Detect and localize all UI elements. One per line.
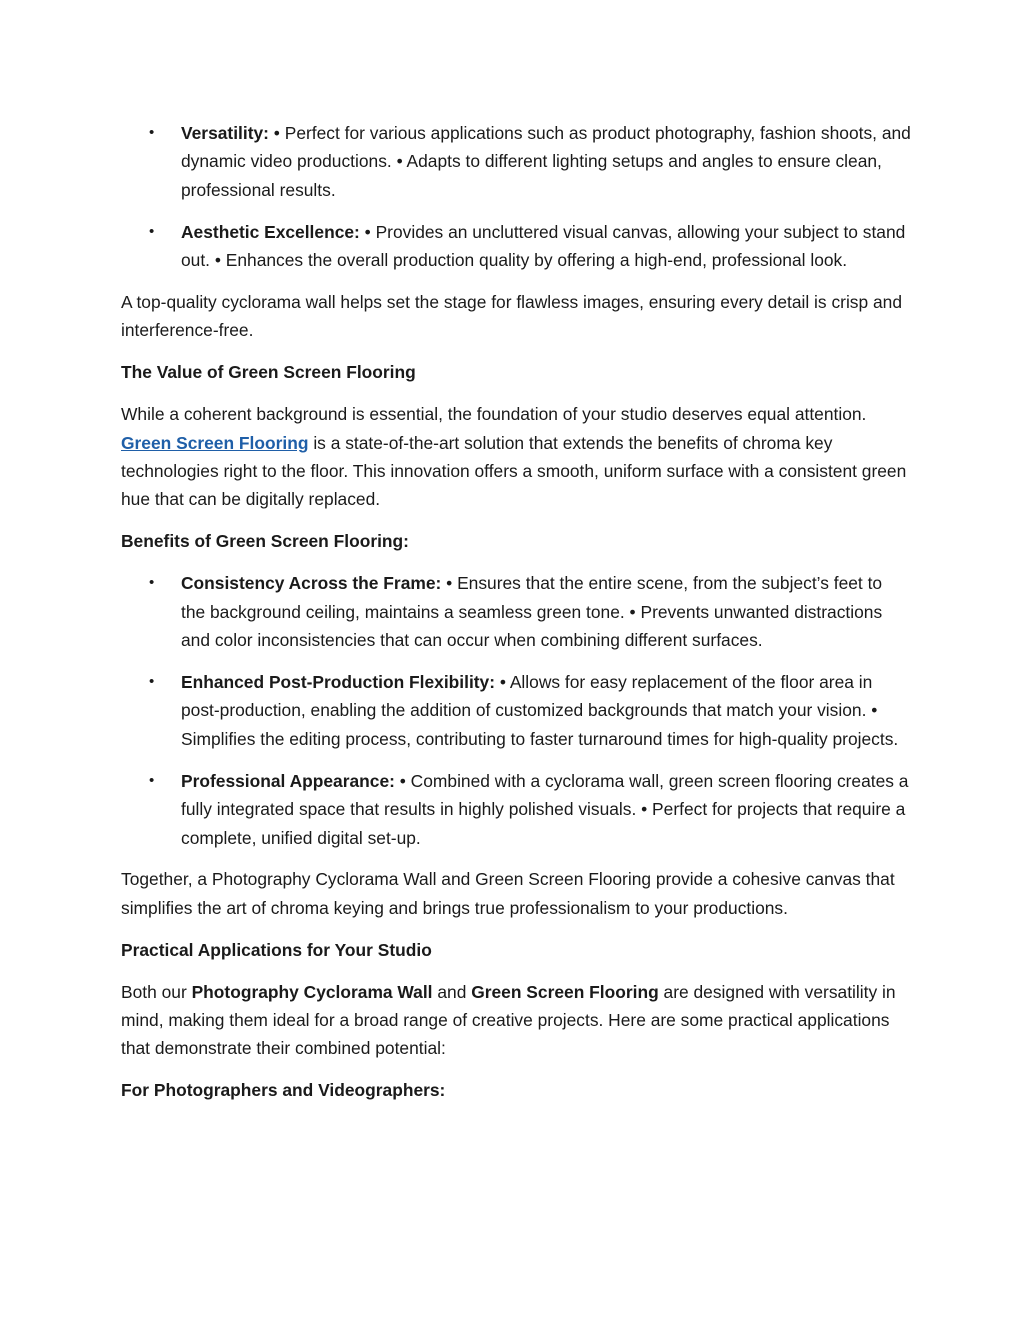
paragraph-cyclorama: A top-quality cyclorama wall helps set the stage for flawless images, ensuring every detail is crisp and interference-free. <box>121 292 903 341</box>
bullet-icon: • <box>149 574 155 592</box>
bullet-icon: • <box>149 673 155 690</box>
bullet-icon: • <box>149 124 155 141</box>
paragraph-text: are designed with versatility in mind, making them ideal for a broad range of creative projects. Here are some practical applications that demonstrate their combined potential: <box>121 981 896 1059</box>
bold-term-flooring: Green Screen Flooring <box>471 981 659 1002</box>
paragraph-text: and <box>432 981 472 1002</box>
paragraph-text: Both our <box>121 981 192 1002</box>
list-item <box>121 569 911 654</box>
page-content <box>121 119 911 1118</box>
features-list <box>121 119 911 275</box>
paragraph-both <box>121 978 911 1063</box>
bullet-title: Consistency Across the Frame: <box>181 573 442 594</box>
bullet-title: Professional Appearance: <box>181 770 395 791</box>
heading-benefits: Benefits of Green Screen Flooring: <box>121 531 409 552</box>
benefits-list <box>121 569 911 852</box>
bullet-text: • Allows for easy replacement of the floor area in post-production, enabling the addition of customized backgrounds that match your vision. • Simplifies the editing process, contributing to faster turnaround times for high-quality projects. <box>181 672 899 749</box>
heading-practical: Practical Applications for Your Studio <box>121 939 432 960</box>
bullet-text: • Ensures that the entire scene, from the subject’s feet to the background ceiling, maintains a seamless green tone. • Prevents unwanted distractions and color inconsistencies that can occur when combining different surfaces. <box>181 573 883 651</box>
list-item <box>121 119 911 204</box>
paragraph-text: is a state-of-the-art solution that extends the benefits of chroma key technologies right to the floor. This innovation offers a smooth, uniform surface with a consistent green hue that can be digitally replaced. <box>121 432 907 510</box>
heading-value: The Value of Green Screen Flooring <box>121 362 416 383</box>
bullet-icon: • <box>149 222 155 240</box>
bullet-title: Aesthetic Excellence: <box>181 221 360 242</box>
paragraph-value <box>121 400 911 514</box>
bullet-icon: • <box>149 771 155 789</box>
bullet-title: Enhanced Post-Production Flexibility: <box>181 672 496 692</box>
list-item <box>121 767 911 852</box>
bullet-text: • Perfect for various applications such as product photography, fashion shoots, and dynamic video productions. • Adapts to different lighting setups and angles to ensure clean, professional results. <box>181 123 911 200</box>
list-item <box>121 668 911 753</box>
bullet-text: • Combined with a cyclorama wall, green screen flooring creates a fully integrated space that results in highly polished visuals. • Perfect for projects that require a complete, unified digital set-up. <box>181 770 909 848</box>
bold-term-cyclorama: Photography Cyclorama Wall <box>191 981 433 1002</box>
bullet-text: • Provides an uncluttered visual canvas, allowing your subject to stand out. • Enhances the overall production quality by offering a high-end, professional look. <box>181 221 906 271</box>
paragraph-together: Together, a Photography Cyclorama Wall and Green Screen Flooring provide a cohesive canvas that simplifies the art of chroma keying and brings true professionalism to your productions. <box>121 869 895 918</box>
paragraph-text: While a coherent background is essential, the foundation of your studio deserves equal attention. <box>121 404 867 425</box>
heading-photographers: For Photographers and Videographers: <box>121 1080 446 1101</box>
green-screen-flooring-link[interactable]: Green Screen Flooring <box>121 432 309 453</box>
list-item <box>121 218 911 275</box>
bullet-title: Versatility: <box>181 123 269 143</box>
